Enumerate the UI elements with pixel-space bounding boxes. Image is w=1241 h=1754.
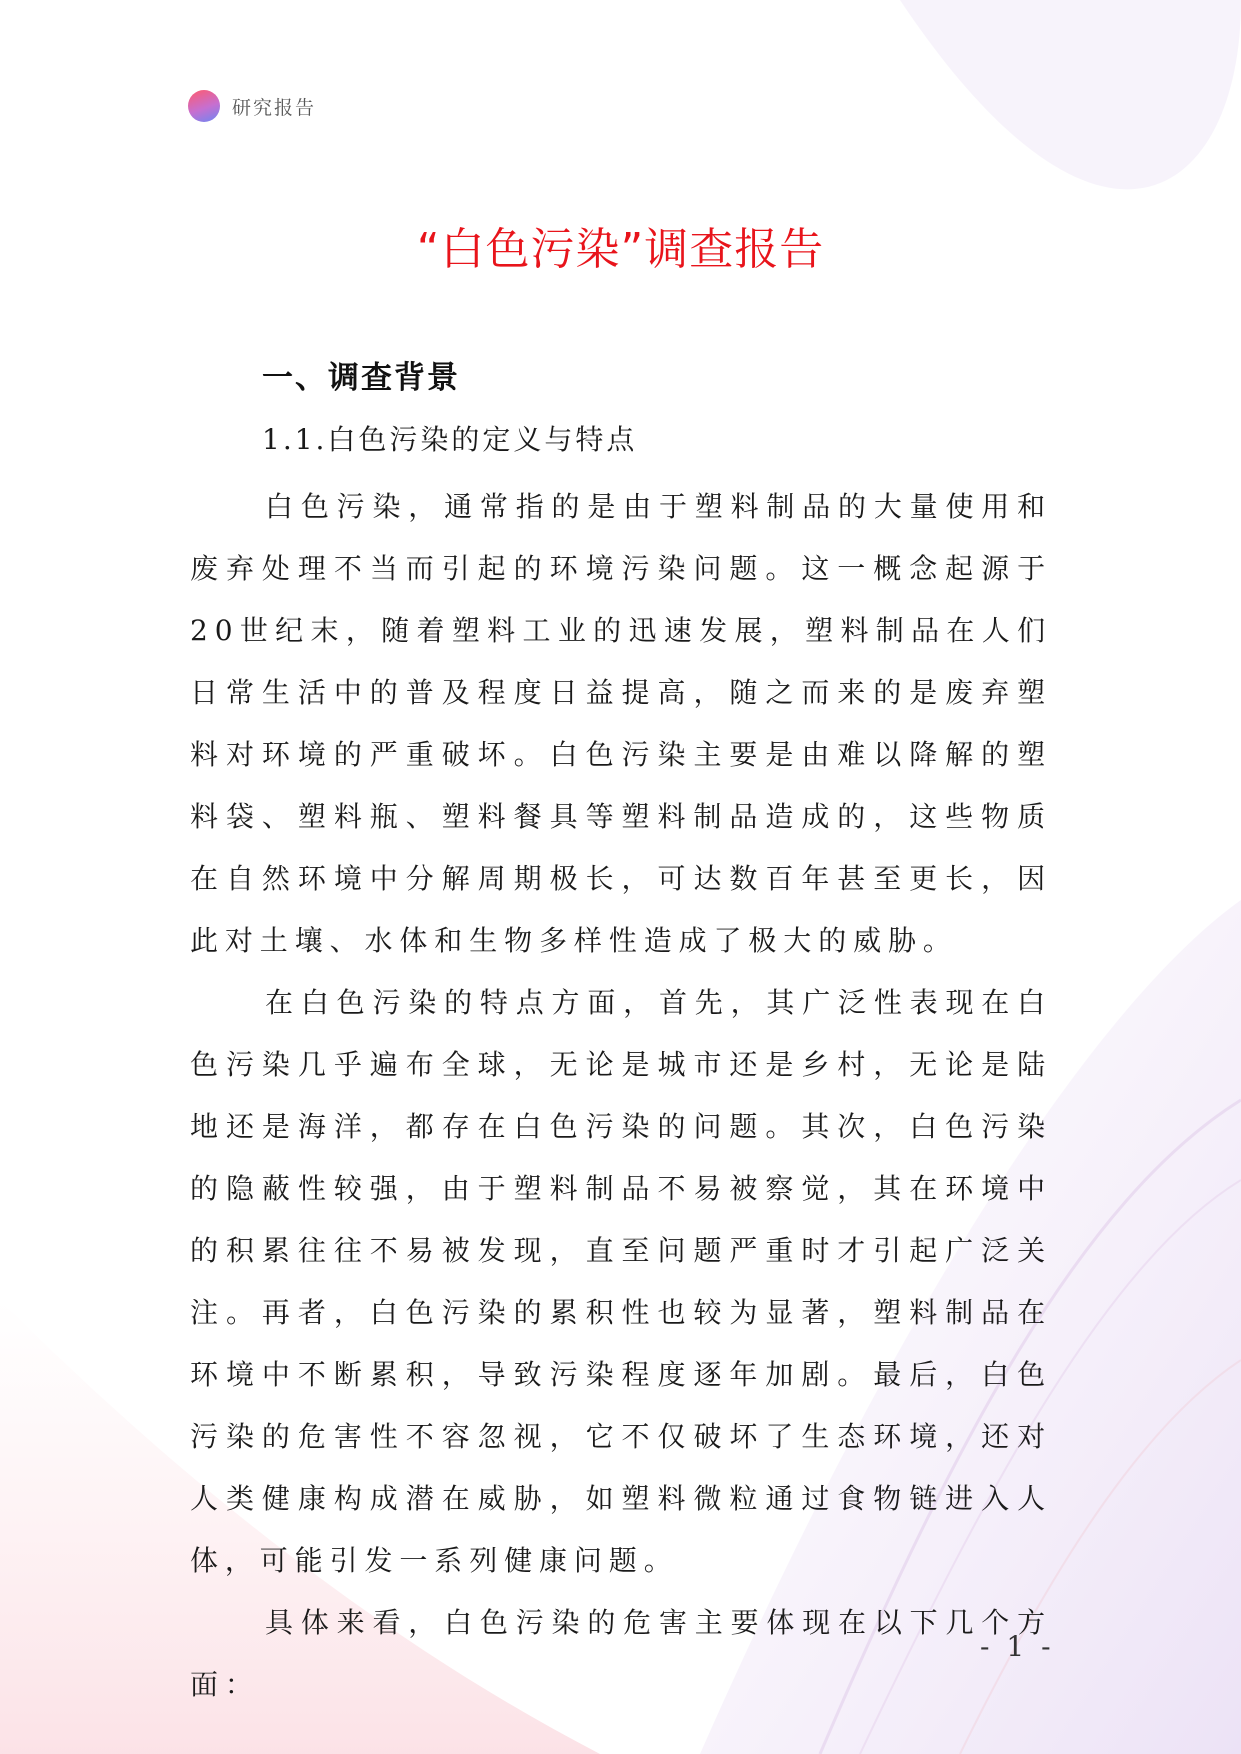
document-title: “白色污染”调查报告 (416, 224, 825, 275)
page-number: - 1 - (980, 1630, 1055, 1663)
body-text (190, 476, 1052, 1716)
paragraph: 具体来看，白色污染的危害主要体现在以下几个方面： (190, 1606, 1052, 1701)
paragraph: 白色污染，通常指的是由于塑料制品的大量使用和废弃处理不当而引起的环境污染问题。这一概念起源于20世纪末，随着塑料工业的迅速发展，塑料制品在人们日常生活中的普及程度日益提高，随之而来的是废弃塑料对环境的严重破坏。白色污染主要是由难以降解的塑料袋、塑料瓶、塑料餐具等塑料制品造成的，这些物质在自然环境中分解周期极长，可达数百年甚至更长，因此对土壤、水体和生物多样性造成了极大的威胁。 (190, 490, 1052, 957)
paragraph: 在白色污染的特点方面，首先，其广泛性表现在白色污染几乎遍布全球，无论是城市还是乡村，无论是陆地还是海洋，都存在白色污染的问题。其次，白色污染的隐蔽性较强，由于塑料制品不易被察觉，其在环境中的积累往往不易被发现，直至问题严重时才引起广泛关注。再者，白色污染的累积性也较为显著，塑料制品在环境中不断累积，导致污染程度逐年加剧。最后，白色污染的危害性不容忽视，它不仅破坏了生态环境，还对人类健康构成潜在威胁，如塑料微粒通过食物链进入人体，可能引发一系列健康问题。 (190, 986, 1052, 1577)
section-heading: 一、调查背景 (262, 360, 460, 396)
report-logo-icon (188, 90, 220, 122)
header-label: 研究报告 (232, 96, 317, 119)
header (188, 89, 316, 123)
section-subheading: 1.1.白色污染的定义与特点 (262, 423, 638, 456)
